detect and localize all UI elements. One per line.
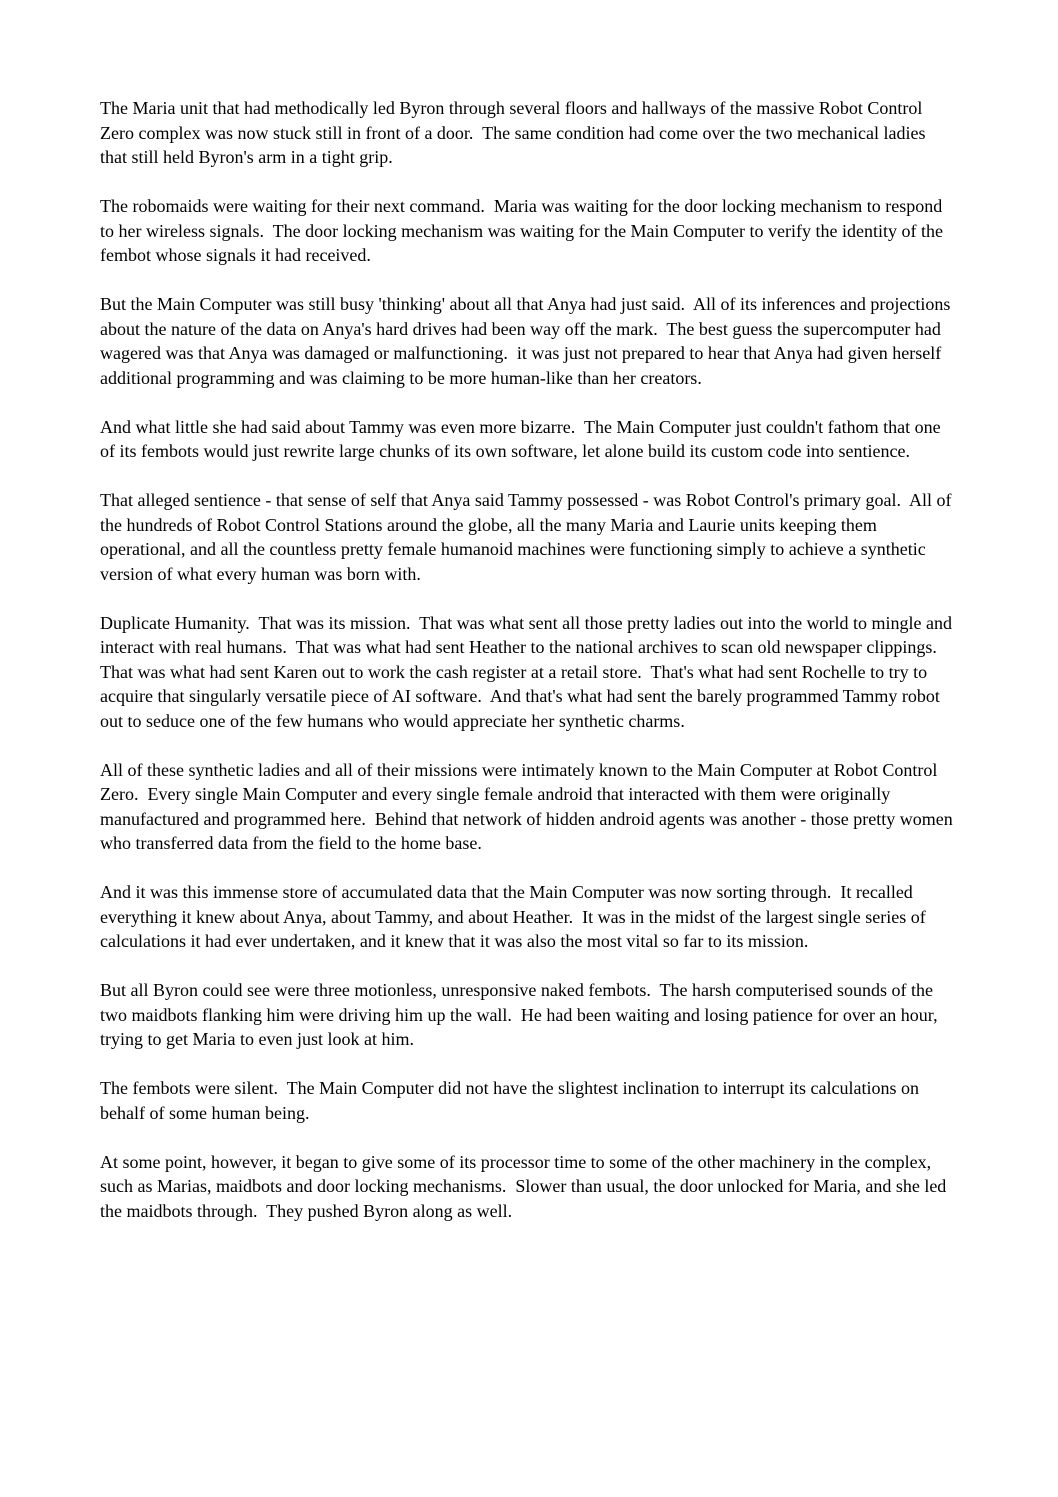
paragraph: All of these synthetic ladies and all of their missions were intimately known to the Main Computer at Robot Control Zero. Every single Main Computer and every single female android that interacted with them were originally manufactured and programmed here. Behind that network of hidden android agents was another - those pretty women who transferred data from the field to the home base. — [100, 759, 958, 853]
paragraph: That alleged sentience - that sense of self that Anya said Tammy possessed - was Robot Control's primary goal. All of the hundreds of Robot Control Stations around the globe, all the many Maria and Laurie units keeping them operational, and all the countless pretty female humanoid machines were functioning simply to achieve a synthetic version of what every human was born with. — [100, 490, 956, 584]
paragraph: And what little she had said about Tammy was even more bizarre. The Main Computer just couldn't fathom that one of its fembots would just rewrite large chunks of its own software, let alone build its custom code into sentience. — [100, 416, 946, 461]
paragraph: The fembots were silent. The Main Computer did not have the slightest inclination to interrupt its calculations on behalf of some human being. — [100, 1078, 924, 1123]
paragraph: But the Main Computer was still busy 'thinking' about all that Anya had just said. All of its inferences and projections about the nature of the data on Anya's hard drives had been way off the mark. The best guess the supercomputer had wagered was that Anya was damaged or malfunctioning. it was just not prepared to hear that Anya had given herself additional programming and was claiming to be more human-like than her creators. — [100, 294, 955, 388]
paragraph: At some point, however, it began to give some of its processor time to some of the other machinery in the complex, such as Marias, maidbots and door locking mechanisms. Slower than usual, the door unlocked for Maria, and she led the maidbots through. They pushed Byron along as well. — [100, 1151, 951, 1221]
paragraph: But all Byron could see were three motionless, unresponsive naked fembots. The harsh computerised sounds of the two maidbots flanking him were driving him up the wall. He had been waiting and losing patience for over an hour, trying to get Maria to even just look at him. — [100, 980, 943, 1049]
paragraph: And it was this immense store of accumulated data that the Main Computer was now sorting through. It recalled everything it knew about Anya, about Tammy, and about Heather. It was in the midst of the largest single series of calculations it had ever undertaken, and it knew that it was also the most vital so far to its mission. — [100, 882, 931, 951]
paragraph: Duplicate Humanity. That was its mission. That was what sent all those pretty ladies out into the world to mingle and interact with real humans. That was what had sent Heather to the national archives to scan old newspaper clippings. That was what had sent Karen out to work the cash register at a retail store. That's what had sent Rochelle to try to acquire that singularly versatile piece of AI software. And that's what had sent the barely programmed Tammy robot out to seduce one of the few humans who would appreciate her synthetic charms. — [100, 612, 957, 731]
paragraph: The robomaids were waiting for their next command. Maria was waiting for the door locking mechanism to respond to her wireless signals. The door locking mechanism was waiting for the Main Computer to verify the identity of the fembot whose signals it had received. — [100, 196, 948, 265]
paragraph: The Maria unit that had methodically led Byron through several floors and hallways of the massive Robot Control Zero complex was now stuck still in front of a door. The same condition had come over the two mechanical ladies that still held Byron's arm in a tight grip. — [100, 98, 930, 167]
document-text-block — [100, 96, 956, 1248]
